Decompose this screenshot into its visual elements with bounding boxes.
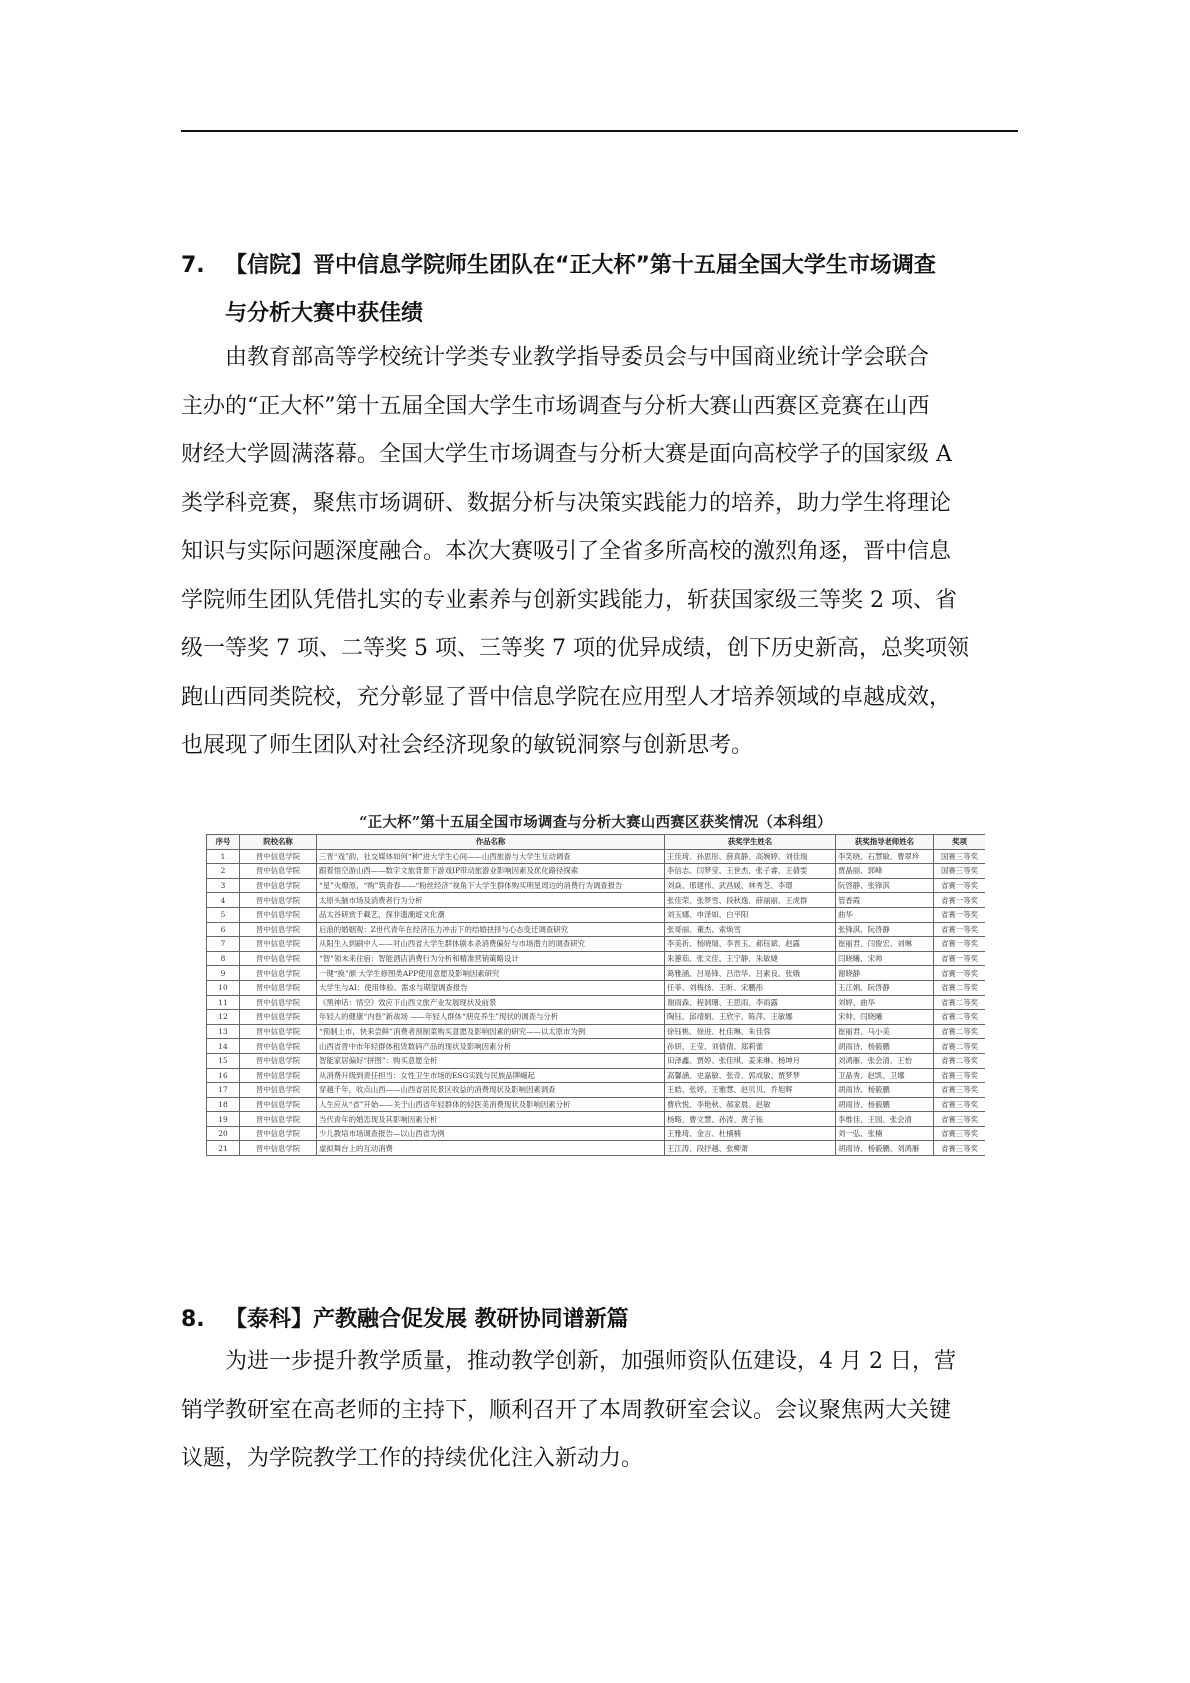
cell-award: 省赛三等奖 [934,1126,986,1141]
cell-students: 徐钰桃、徐进、杜佳琳、朱佳蓉 [665,1024,836,1039]
cell-index: 4 [207,893,240,908]
table-row [207,878,986,893]
cell-work: 人生应从“省”开始——关于山西省年轻群体的轻医美消费现状及影响因素分析 [317,1097,665,1112]
cell-index: 15 [207,1053,240,1068]
header-work: 作品名称 [317,835,665,850]
cell-students: 朱蕙茹、张文佳、王宁静、朱敏婕 [665,951,836,966]
cell-award: 省赛一等奖 [934,893,986,908]
cell-work: “预制上市，快来尝鲜”消费者预制菜购买意愿及影响因素的研究——以太原市为例 [317,1024,665,1039]
body-line: 也展现了师生团队对社会经济现象的敏锐洞察与创新思考。 [181,733,754,758]
section-7-body [181,334,1021,771]
cell-index: 17 [207,1083,240,1098]
cell-award: 省赛一等奖 [934,878,986,893]
cell-students: 曹欣悦、李艳秋、郝家晨、赵敏 [665,1097,836,1112]
cell-award: 省赛三等奖 [934,1141,986,1156]
cell-work: 三晋“戏”韵，社交媒体如何“种”进大学生心间——山西旅游与大学生互动调查 [317,849,665,864]
cell-award: 省赛二等奖 [934,1010,986,1025]
table-row [207,951,986,966]
cell-students: 张哥丽、董杰、索焕雪 [665,922,836,937]
table-row [207,1024,986,1039]
cell-index: 2 [207,864,240,879]
cell-school: 晋中信息学院 [240,1039,317,1054]
cell-award: 省赛二等奖 [934,1024,986,1039]
cell-work: 大学生与AI：使用体验、需求与期望调查报告 [317,980,665,995]
body-line: 主办的“正大杯”第十五届全国大学生市场调查与分析大赛山西赛区竞赛在山西 [181,393,930,419]
cell-index: 8 [207,951,240,966]
cell-students: 田泽鑫、贾婷、张佳琪、姜来琳、杨坤月 [665,1053,836,1068]
cell-work: 虚拟舞台上的互动消费 [317,1141,665,1156]
cell-school: 晋中信息学院 [240,864,317,879]
cell-school: 晋中信息学院 [240,878,317,893]
cell-school: 晋中信息学院 [240,980,317,995]
cell-index: 5 [207,907,240,922]
cell-students: 孙妍、王莹、刘倩倩、郑莉蕾 [665,1039,836,1054]
cell-award: 省赛一等奖 [934,937,986,952]
body-line: 知识与实际问题深度融合。本次大赛吸引了全省多所高校的激烈角逐，晋中信息 [181,539,952,564]
cell-award: 省赛一等奖 [934,907,986,922]
cell-award: 省赛二等奖 [934,1053,986,1068]
cell-students: 葛雅涵、吕易锋、吕浩华、吕素良、张娥 [665,966,836,981]
award-table-title: “正大杯”第十五届全国市场调查与分析大赛山西赛区获奖情况（本科组） [359,814,832,831]
cell-school: 晋中信息学院 [240,1010,317,1025]
cell-school: 晋中信息学院 [240,1083,317,1098]
section-8-title-text: 【泰科】产教融合促发展 教研协同谱新篇 [225,1307,629,1332]
table-header-row [207,835,986,850]
cell-school: 晋中信息学院 [240,849,317,864]
cell-award: 省赛二等奖 [934,980,986,995]
table-row [207,1068,986,1083]
table-row [207,980,986,995]
section-7-title [181,242,1021,338]
table-row [207,907,986,922]
cell-index: 3 [207,878,240,893]
header-award: 奖项 [934,835,986,850]
cell-index: 13 [207,1024,240,1039]
cell-advisors: 管香霞 [836,893,934,908]
cell-work: 品太谷研赏千載艺，探非遗潮遊文化潮 [317,907,665,922]
cell-work: 当代青年的婚恋现及其影响因素分析 [317,1112,665,1127]
header-school: 院校名称 [240,835,317,850]
table-row [207,1126,986,1141]
cell-work: “星”火燎原，“购”筑青春——“粉丝经济”视角下大学生群体购买明星周边的消费行为调查报告 [317,878,665,893]
cell-work: 穿越千年，收点山西——山西省居民景区收益的消费现状及影响因素调查 [317,1083,665,1098]
cell-work: 智能家居偏好“拼图”：购买意愿全析 [317,1053,665,1068]
table-row [207,1097,986,1112]
header-rule [181,130,1018,132]
cell-students: 张佳荣、张梦雪、段秋逸、薛丽丽、王虎群 [665,893,836,908]
table-row [207,893,986,908]
table-row [207,864,986,879]
cell-index: 9 [207,966,240,981]
cell-advisors: 刘一弘、张楠 [836,1126,934,1141]
cell-school: 晋中信息学院 [240,893,317,908]
cell-advisors: 卫晶秀、赵凯、卫娜 [836,1068,934,1083]
cell-work: 年轻人的健康“内卷”新战场 ——年轻人群体“朋克养生”现状的调查与分析 [317,1010,665,1025]
cell-school: 晋中信息学院 [240,1126,317,1141]
cell-school: 晋中信息学院 [240,966,317,981]
award-table-image [206,812,985,1197]
body-line: 类学科竞赛，聚焦市场调研、数据分析与决策实践能力的培养，助力学生将理论 [181,490,952,516]
body-line: 议题，为学院教学工作的持续优化注入新动力。 [181,1446,644,1471]
header-advisors: 获奖指导老师姓名 [836,835,934,850]
body-line: 销学教研室在高老师的主持下，顺利召开了本周教研室会议。会议聚焦两大关键 [181,1397,952,1423]
cell-school: 晋中信息学院 [240,1141,317,1156]
cell-award: 省赛二等奖 [934,1039,986,1054]
header-students: 获奖学生姓名 [665,835,836,850]
cell-school: 晋中信息学院 [240,995,317,1010]
table-row [207,1039,986,1054]
cell-advisors: 李笑晓、石慧敏、曹翠珍 [836,849,934,864]
cell-advisors: 闫晓曦、宋帅 [836,951,934,966]
cell-students: 刘焱、邢建伟、武昌媛、林秀芝、李璟 [665,878,836,893]
body-line: 由教育部高等学校统计学类专业教学指导委员会与中国商业统计学会联合 [225,345,930,370]
cell-students: 王佳琦、孙思彤、薛真静、高婉婷、刘佳瑞 [665,849,836,864]
body-line: 学院师生团队凭借扎实的专业素养与创新实践能力，斩获国家级三等奖 2 项、省 [181,587,957,613]
cell-school: 晋中信息学院 [240,1097,317,1112]
cell-award: 省赛三等奖 [934,1068,986,1083]
cell-work: 太原头脑市场及消费者行为分析 [317,893,665,908]
cell-advisors: 张锋淇、阮啓静 [836,922,934,937]
cell-advisors: 刘婷、曲华 [836,995,934,1010]
table-row [207,1083,986,1098]
cell-award: 国赛三等奖 [934,849,986,864]
cell-work: 后浪的婚姻观：Z世代青年在经济压力冲击下的结婚抉择与心态变迁调查研究 [317,922,665,937]
cell-students: 任菲、刘梅扬、王昕、宋鹏彤 [665,980,836,995]
cell-index: 19 [207,1112,240,1127]
table-row [207,922,986,937]
section-8-body [181,1338,1021,1484]
body-line: 财经大学圆满落幕。全国大学生市场调查与分析大赛是面向高校学子的国家级 A [181,442,952,467]
cell-index: 18 [207,1097,240,1112]
cell-advisors: 胡雨诗、杨毅鹏 [836,1097,934,1112]
table-row [207,849,986,864]
cell-work: 跟着悟空游山西——数字文旅背景下游戏IP带动旅游业影响因素及优化路径探索 [317,864,665,879]
table-row [207,966,986,981]
cell-work: 山西省晋中市年轻群体租赁数码产品的现状及影响因素分析 [317,1039,665,1054]
cell-work: 从阳生入到刷中人——对山西省大学生群体剧本杀消费偏好与市场潜力的调查研究 [317,937,665,952]
section-7-title-line2: 与分析大赛中获佳绩 [225,301,424,326]
cell-students: 王江涛、段抒越、张柳萧 [665,1141,836,1156]
cell-school: 晋中信息学院 [240,907,317,922]
cell-school: 晋中信息学院 [240,1112,317,1127]
cell-index: 20 [207,1126,240,1141]
cell-index: 16 [207,1068,240,1083]
header-index: 序号 [207,835,240,850]
cell-index: 10 [207,980,240,995]
cell-award: 省赛一等奖 [934,922,986,937]
cell-students: 王皓、张婷、王雅慧、赵贝贝、乔旭辉 [665,1083,836,1098]
cell-advisors: 李维佳、王园、张会清 [836,1112,934,1127]
cell-award: 省赛二等奖 [934,995,986,1010]
cell-students: 刘玉娜、申泽如、白平阳 [665,907,836,922]
award-table [206,834,985,1156]
cell-award: 省赛三等奖 [934,1112,986,1127]
cell-work: 《黑神话：悟空》效应下山西文旅产业发展现状及前景 [317,995,665,1010]
cell-index: 14 [207,1039,240,1054]
table-row [207,1010,986,1025]
table-row [207,1053,986,1068]
cell-advisors: 曲华 [836,907,934,922]
cell-award: 国赛三等奖 [934,864,986,879]
cell-index: 7 [207,937,240,952]
section-8-title [181,1296,1021,1344]
cell-advisors: 贾晶丽、郭峰 [836,864,934,879]
cell-work: 少儿教培市场调查报告—以山西省为例 [317,1126,665,1141]
cell-advisors: 胡雨诗、杨毅鹏 [836,1039,934,1054]
cell-students: 李信志、闫梦莹、王世杰、张子睿、王倩雯 [665,864,836,879]
table-row [207,1112,986,1127]
cell-index: 12 [207,1010,240,1025]
cell-award: 省赛一等奖 [934,951,986,966]
cell-work: 从消费升级到责任担当：女性卫生市场的ESG实践与民族品牌崛起 [317,1068,665,1083]
cell-work: 一键“换”颜 大学生修图类APP使用意愿及影响因素研究 [317,966,665,981]
cell-advisors: 崔丽君、马小美 [836,1024,934,1039]
body-line: 为进一步提升教学质量，推动教学创新，加强师资队伍建设，4 月 2 日，营 [225,1349,956,1374]
cell-students: 王雅琦、金言、杜楠楠 [665,1126,836,1141]
cell-index: 21 [207,1141,240,1156]
cell-school: 晋中信息学院 [240,1053,317,1068]
cell-advisors: 刘鸿雁、张会清、王怡 [836,1053,934,1068]
table-row [207,1141,986,1156]
cell-students: 高馨涵、史嘉敏、张奇、郭成敏、贾梦梦 [665,1068,836,1083]
cell-students: 陶钰、邱靖娟、王欣宇、陈萍、王敏娜 [665,1010,836,1025]
cell-advisors: 宋帅、闫晓曦 [836,1010,934,1025]
cell-students: 李美祈、杨晓瑞、李晋玉、郝钰斌、赵露 [665,937,836,952]
cell-advisors: 胡雨诗、杨毅鹏 [836,1083,934,1098]
section-7-number: 7. [181,253,205,278]
cell-school: 晋中信息学院 [240,951,317,966]
cell-students: 谢雨森、程洞珊、王思雨、李雨露 [665,995,836,1010]
section-8-number: 8. [181,1307,205,1332]
cell-school: 晋中信息学院 [240,1024,317,1039]
cell-award: 省赛一等奖 [934,966,986,981]
body-line: 级一等奖 7 项、二等奖 5 项、三等奖 7 项的优异成绩，创下历史新高，总奖项领 [181,636,969,661]
cell-work: “智”领未来住宿：智能酒店消费行为分析和精准营销策略设计 [317,951,665,966]
cell-advisors: 阮啓静、张锋淇 [836,878,934,893]
cell-award: 省赛三等奖 [934,1083,986,1098]
cell-index: 11 [207,995,240,1010]
cell-index: 1 [207,849,240,864]
body-line: 跑山西同类院校，充分彰显了晋中信息学院在应用型人才培养领域的卓越成效， [181,684,952,710]
cell-award: 省赛三等奖 [934,1097,986,1112]
cell-index: 6 [207,922,240,937]
cell-school: 晋中信息学院 [240,1068,317,1083]
cell-school: 晋中信息学院 [240,922,317,937]
cell-students: 杨略、曹文慧、孙涛、黄子铄 [665,1112,836,1127]
cell-advisors: 王江娟、阮啓静 [836,980,934,995]
cell-school: 晋中信息学院 [240,937,317,952]
cell-advisors: 崔丽君、闫俊宏、刘琳 [836,937,934,952]
cell-advisors: 谢晓静 [836,966,934,981]
table-row [207,937,986,952]
table-row [207,995,986,1010]
cell-advisors: 胡雨诗、杨毅鹏、刘鸿雁 [836,1141,934,1156]
section-7-title-line1: 【信院】晋中信息学院师生团队在“正大杯”第十五届全国大学生市场调查 [225,253,936,278]
